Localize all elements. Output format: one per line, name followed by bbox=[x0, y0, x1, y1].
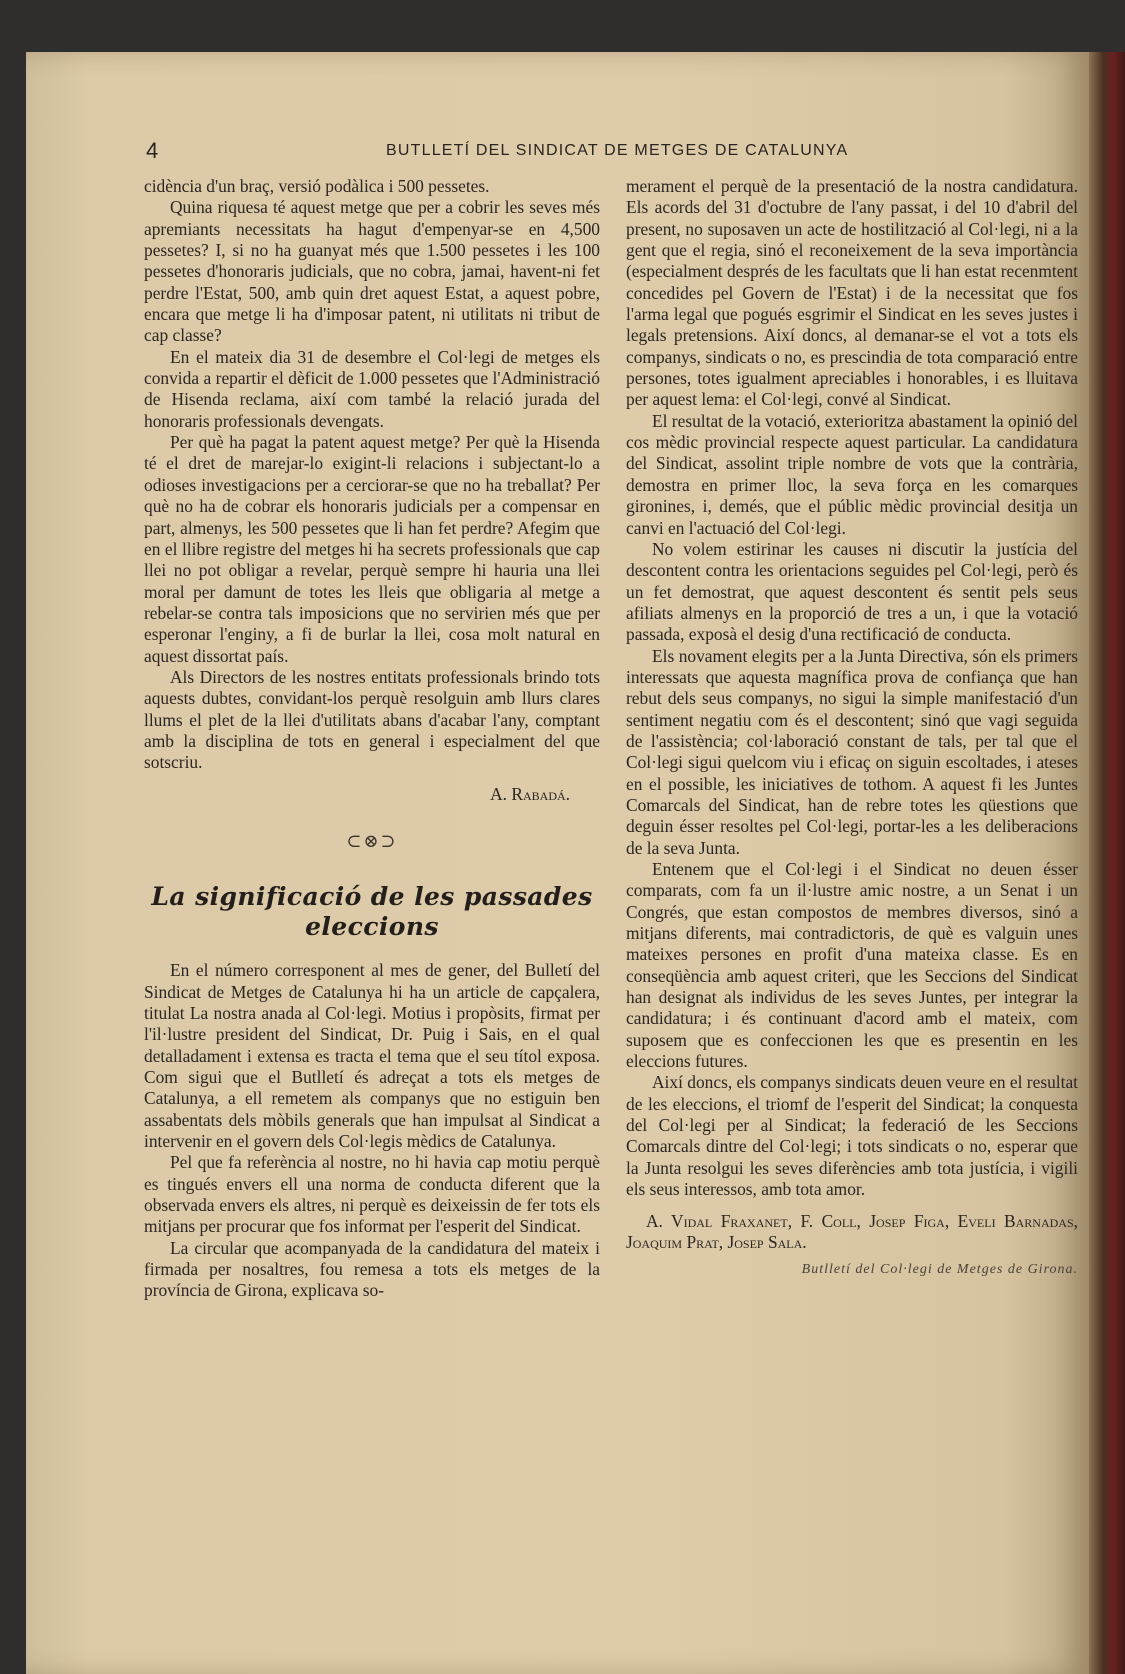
paragraph: Entenem que el Col·legi i el Sindicat no deuen ésser comparats, com fa un il·lustre amic nostre, a un Senat i un Congrés, que estan compostos de membres diversos, sinó a mitjans diferents, mai contradictoris, de què es valguin unes mateixes persones en profit d'una mateixa classe. Es en conseqüència amb aquest criteri, que les Seccions del Sindicat han designat als individus de les seves Juntes, per integrar la candidatura; i és continuant d'acord amb el mateix, com suposem que es confeccionen les que es presentin en les eleccions futures. bbox=[626, 859, 1078, 1072]
paragraph: Quina riquesa té aquest metge que per a cobrir les seves més apremiants necessitats ha hagut d'empenyar-se en 4,500 pessetes? I, si no ha guanyat més que 1.500 pessetes i les 100 pessetes d'honoraris judicials, que no cobra, jamai, havent-ni fet perdre l'Estat, 500, amb quin dret aquest Estat, a aquest pobre, encara que metge li ha d'imposar patent, ni utilitats ni tribut de cap classe? bbox=[144, 197, 600, 346]
paragraph: Així doncs, els companys sindicats deuen veure en el resultat de les eleccions, el triomf de l'esperit del Sindicat; la conquesta del Col·legi per al Sindicat; la federació de les Seccions Comarcals dintre del Col·legi; i tots sindicats o no, esperar que la Junta resolgui les seves diferències amb tota justícia, i vigili els seus interessos, amb tota amor. bbox=[626, 1072, 1078, 1200]
paragraph: Els novament elegits per a la Junta Directiva, són els primers interessats que aquesta magnífica prova de confiança que han rebut dels seus companys, no sigui la simple manifestació d'un sentiment negatiu com és el descontent; sinó que vagi seguida de l'assistència; col·laboració constant de tals, per tal que el Col·legi sigui quelcom viu i eficaç on siguin escoltades, i ateses en el possible, les iniciatives de tothom. A aquest fi les Juntes Comarcals del Sindicat, han de rebre totes les qüestions que deguin ésser resoltes pel Col·legi, portar-les a les deliberacions de la seva Junta. bbox=[626, 645, 1078, 858]
page-number: 4 bbox=[146, 138, 159, 163]
paragraph: Per què ha pagat la patent aquest metge? Per què la Hisenda té el dret de marejar-lo exigint-li relacions i subjectant-lo a odioses investigacions per a cerciorar-se que no ha treballat? Per què no ha de cobrar els honoraris judicials per a compensar en part, almenys, les 500 pessetes que li han fet perdre? Afegim que en el llibre registre del metges hi ha secrets professionals que cap llei no pot obligar a revelar, perquè sempre hi hauria una llei moral per damunt de totes les lleis que obligaria al metge a rebelar-se contra tals imposicions que no servirien més que per esperonar l'enginy, a fi de burlar la llei, cosa molt natural en aquest dissortat país. bbox=[144, 432, 600, 666]
paragraph: El resultat de la votació, exterioritza abastament la opinió del cos mèdic provincial respecte aquest particular. La candidatura del Sindicat, assolint triple nombre de vots que la contrària, demostra en primer lloc, la seva força en les comarques gironines, i, demés, que el públic mèdic provincial desitja un canvi en l'actuació del Col·legi. bbox=[626, 410, 1078, 538]
paragraph: En el número corresponent al mes de gener, del Bulletí del Sindicat de Metges de Catalunya hi ha un article de capçalera, titulat La nostra anada al Col·legi. Motius i propòsits, firmat per l'il·lustre president del Sindicat, Dr. Puig i Sais, en el qual detalladament i extensa es tracta el tema que el seu títol exposa. Com sigui que el Butlletí és adreçat a tots els metges de Catalunya, a ell remetem als companys que no estiguin ben assabentats dels mòbils generals que han impulsat al Sindicat a intervenir en el govern dels Col·legis mèdics de Catalunya. bbox=[144, 960, 600, 1152]
author-signature: A. Rabadá. bbox=[490, 783, 570, 804]
paragraph: cidència d'un braç, versió podàlica i 500 pessetes. bbox=[144, 176, 490, 196]
paragraph: Pel que fa referència al nostre, no hi havia cap motiu perquè es tingués envers ell una norma de conducta diferent que la observada envers els altres, ni perquè es deixeissin de fer tots els mitjans per procurar que fos informat per l'esperit del Sindicat. bbox=[144, 1152, 600, 1237]
paragraph: Als Directors de les nostres entitats professionals brindo tots aquests dubtes, convidant-los perquè resolguin amb llurs clares llums el plet de la llei d'utilitats abans d'acabar l'any, comptant amb la disciplina de tots en general i especialment del que sotscriu. bbox=[144, 666, 600, 773]
article-title: La significació de les passades eleccions bbox=[151, 882, 593, 942]
document-page bbox=[26, 52, 1090, 1674]
book-edge bbox=[1089, 52, 1125, 1674]
paragraph: merament el perquè de la presentació de la nostra candidatura. Els acords del 31 d'octubre de l'any passat, i del 10 d'abril del present, no suposaven un acte de hostilització al Col·legi, ni a la gent que el regia, sinó el reconeixement de la seva importància (especialment després de les facultats que li han estat recenmtent concedides pel Govern de l'Estat) i de la necessitat que fos l'arma legal que pogués esgrimir el Sindicat en les seves justes i legals pretensions. Així doncs, al demanar-se el vot a tots els companys, sindicats o no, es prescindia de tota comparació entre persones, totes igualment apreciables i honorables, i es lluitava per aquest lema: el Col·legi, convé al Sindicat. bbox=[626, 176, 1078, 410]
ornament-divider: ⊂⊗⊃ bbox=[346, 830, 398, 851]
source-footnote: Butlletí del Col·legi de Metges de Girona. bbox=[801, 1262, 1078, 1278]
paragraph: La circular que acompanyada de la candidatura del mateix i firmada per nosaltres, fou remesa a tots els metges de la província de Girona, explicava so- bbox=[144, 1237, 600, 1301]
right-column bbox=[626, 176, 1078, 1281]
left-column bbox=[144, 176, 600, 1302]
page-header bbox=[26, 138, 1090, 166]
signatures: A. Vidal Fraxanet, F. Coll, Josep Figa, Eveli Barnadas, Joaquim Prat, Josep Sala. bbox=[626, 1210, 1078, 1252]
running-head: BUTLLETÍ DEL SINDICAT DE METGES DE CATALUNYA bbox=[386, 142, 849, 159]
paragraph: En el mateix dia 31 de desembre el Col·legi de metges els convida a repartir el dèficit de 1.000 pessetes que l'Administració de Hisenda reclama, així com també la relació jurada del honoraris professionals devengats. bbox=[144, 346, 600, 431]
paragraph: No volem estirinar les causes ni discutir la justícia del descontent contra les orientacions seguides pel Col·legi, però és un fet demostrat, que aquest descontent és sentit pels seus afiliats almenys en la proporció de tres a un, i que la votació passada, exposà el desig d'una rectificació de conducta. bbox=[626, 538, 1078, 645]
